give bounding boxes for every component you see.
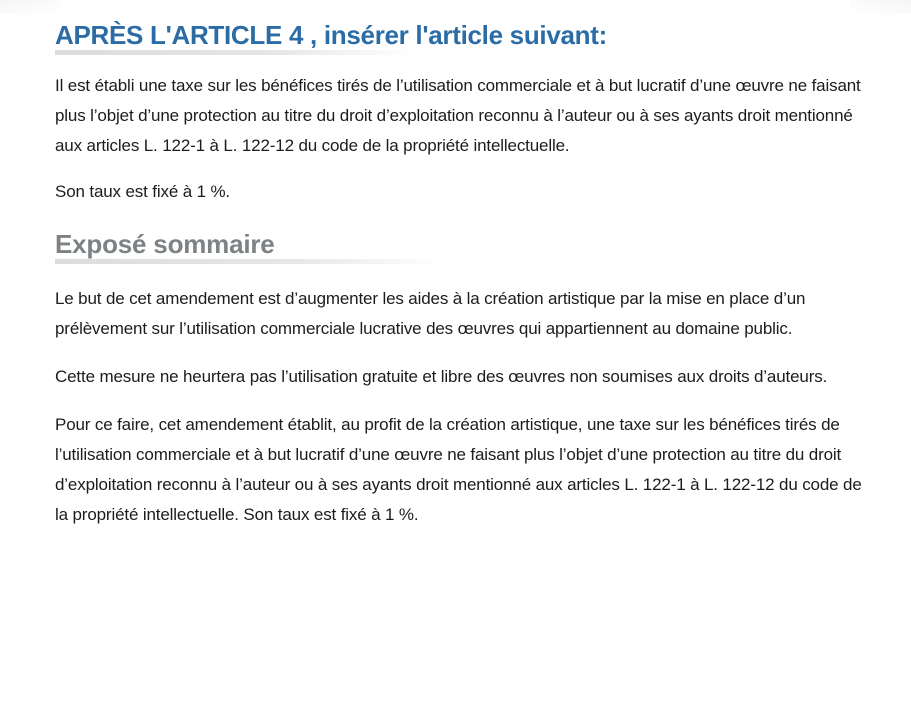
summary-heading bbox=[55, 229, 275, 264]
article-rate-paragraph: Son taux est fixé à 1 %. bbox=[55, 182, 230, 201]
summary-paragraph: Cette mesure ne heurtera pas l’utilisation gratuite et libre des œuvres non soumises aux droits d’auteurs. bbox=[55, 367, 828, 386]
article-heading-text: APRÈS L'ARTICLE 4 , insérer l'article suivant: bbox=[55, 20, 607, 50]
article-heading bbox=[55, 20, 607, 55]
article-paragraph: Il est établi une taxe sur les bénéfices tirés de l’utilisation commerciale et à but lucratif d’une œuvre ne faisant plus l’objet d’une protection au titre du droit d’exploitation reconnu à l’auteur ou à ses ayants droit mentionné aux articles L. 122-1 à L. 122-12 du code de la propriété intellectuelle. bbox=[55, 76, 861, 155]
article-heading-underline bbox=[55, 50, 415, 55]
page-corner-shadow-left bbox=[0, 0, 60, 14]
amendment-document bbox=[55, 0, 865, 530]
summary-paragraph: Le but de cet amendement est d’augmenter les aides à la création artistique par la mise en place d’un prélèvement sur l’utilisation commerciale lucrative des œuvres qui appartiennent au domaine public. bbox=[55, 289, 806, 338]
summary-heading-underline bbox=[55, 259, 445, 264]
summary-paragraph: Pour ce faire, cet amendement établit, au profit de la création artistique, une taxe sur les bénéfices tirés de l’utilisation commerciale et à but lucratif d’une œuvre ne faisant plus l’objet d’une protection au titre du droit d’exploitation reconnu à l’auteur ou à ses ayants droit mentionné aux articles L. 122-1 à L. 122-12 du code de la propriété intellectuelle. Son taux est fixé à 1 %. bbox=[55, 415, 862, 524]
summary-heading-text: Exposé sommaire bbox=[55, 229, 275, 259]
